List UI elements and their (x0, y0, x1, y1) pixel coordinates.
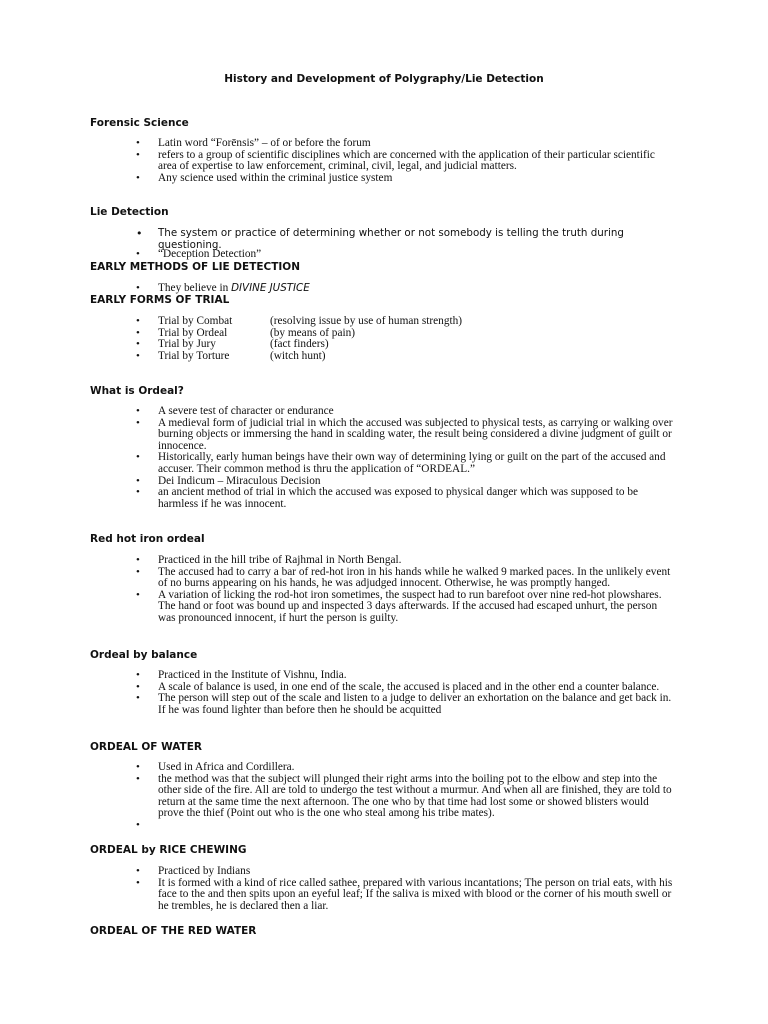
heading-ordeal-red-water: ORDEAL OF THE RED WATER (90, 925, 257, 937)
early-forms-list (136, 316, 676, 362)
trial-description: (by means of pain) (270, 326, 356, 339)
list-item: • The person will step out of the scale and listen to a judge to deliver an exhortation on the balance and get back in. If he was found lighter than before then he should be acquitted (136, 693, 676, 716)
list-item: • Practiced in the Institute of Vishnu, India. (136, 670, 676, 682)
heading-red-hot-iron: Red hot iron ordeal (90, 533, 205, 545)
list-item (136, 351, 676, 363)
list-item (136, 328, 676, 340)
list-item: • A scale of balance is used, in one end of the scale, the accused is placed and in the other end a counter balance. (136, 682, 676, 694)
water-list (136, 762, 676, 832)
heading-ordeal-by-balance: Ordeal by balance (90, 649, 198, 661)
list-item (136, 316, 676, 328)
heading-forensic-science: Forensic Science (90, 117, 189, 129)
list-item: • Historically, early human beings have their own way of determining lying or guilt on the part of the accused and accuser. Their common method is thru the application of “ORDEAL.” (136, 452, 676, 475)
red-hot-iron-list (136, 555, 676, 625)
early-methods-text: They believe in (158, 282, 232, 294)
heading-ordeal-rice-chewing: ORDEAL by RICE CHEWING (90, 844, 247, 856)
list-item: • A medieval form of judicial trial in which the accused was subjected to physical tests, as carrying or walking over burning objects or immersing the hand in scalding water, the result being considered a divine judgment of guilt or innocence. (136, 418, 676, 453)
heading-what-is-ordeal: What is Ordeal? (90, 385, 184, 397)
trial-description: (resolving issue by use of human strength) (270, 315, 463, 327)
list-item: • The system or practice of determining whether or not somebody is telling the truth during questioning. (136, 228, 676, 251)
rice-list (136, 866, 676, 912)
trial-description: (witch hunt) (270, 349, 326, 362)
list-item: • The accused had to carry a bar of red-hot iron in his hands while he walked 9 marked paces. In the unlikely event of no burns appearing on his hands, he was adjudged innocent. Otherwise, he was promptly hanged. (136, 567, 676, 590)
trial-name: Trial by Combat (158, 315, 233, 327)
list-item: • Latin word “Forēnsis” – of or before the forum (136, 138, 676, 150)
list-item (136, 820, 676, 832)
list-item: • the method was that the subject will plunged their right arms into the boiling pot to the elbow and step into the other side of the fire. All are told to undergo the test without a murmur. And when all are finished, they are told to return at the same time the next afternoon. The one who by that time had lost some or showed blisters would prove the thief (Point out who is the one who steal among his tribe mates). (136, 774, 676, 820)
list-item: • refers to a group of scientific disciplines which are concerned with the application of their particular scientific area of expertise to law enforcement, criminal, civil, legal, and judicial matters. (136, 150, 676, 173)
list-item: • A severe test of character or endurance (136, 406, 676, 418)
what-is-ordeal-list (136, 406, 676, 510)
trial-name: Trial by Ordeal (158, 326, 228, 339)
heading-lie-detection: Lie Detection (90, 206, 169, 218)
trial-description: (fact finders) (270, 338, 329, 351)
lie-detection-list-2 (136, 249, 676, 261)
list-item: • Used in Africa and Cordillera. (136, 762, 676, 774)
list-item: • Any science used within the criminal justice system (136, 173, 676, 185)
list-item: • Practiced in the hill tribe of Rajhmal in North Bengal. (136, 555, 676, 567)
heading-early-forms: EARLY FORMS OF TRIAL (90, 294, 230, 306)
heading-ordeal-of-water: ORDEAL OF WATER (90, 741, 202, 753)
list-item: • It is formed with a kind of rice called sathee, prepared with various incantations; The person on trial eats, with his face to the and then spits upon an eyeful leaf; If the saliva is mixed with blood or the corner of his mouth swell or he trembles, he is declared then a liar. (136, 878, 676, 913)
document-title: History and Development of Polygraphy/Lie Detection (224, 73, 544, 85)
balance-list (136, 670, 676, 716)
trial-name: Trial by Torture (158, 349, 230, 362)
heading-early-methods: EARLY METHODS OF LIE DETECTION (90, 261, 301, 273)
list-item: • an ancient method of trial in which the accused was exposed to physical danger which was supposed to be harmless if he was innocent. (136, 487, 676, 510)
list-item: • A variation of licking the rod-hot iron sometimes, the suspect had to run barefoot over nine red-hot plowshares. The hand or foot was bound up and inspected 3 days afterwards. If the accused had escaped unhurt, the person was pronounced innocent, if hurt the person is guilty. (136, 590, 676, 625)
list-item: • Dei Indicum – Miraculous Decision (136, 476, 676, 488)
forensic-science-list (136, 138, 676, 184)
divine-justice-emphasis: DIVINE JUSTICE (231, 282, 310, 294)
list-item: • “Deception Detection” (136, 249, 676, 261)
list-item: • Practiced by Indians (136, 866, 676, 878)
trial-name: Trial by Jury (158, 338, 216, 351)
